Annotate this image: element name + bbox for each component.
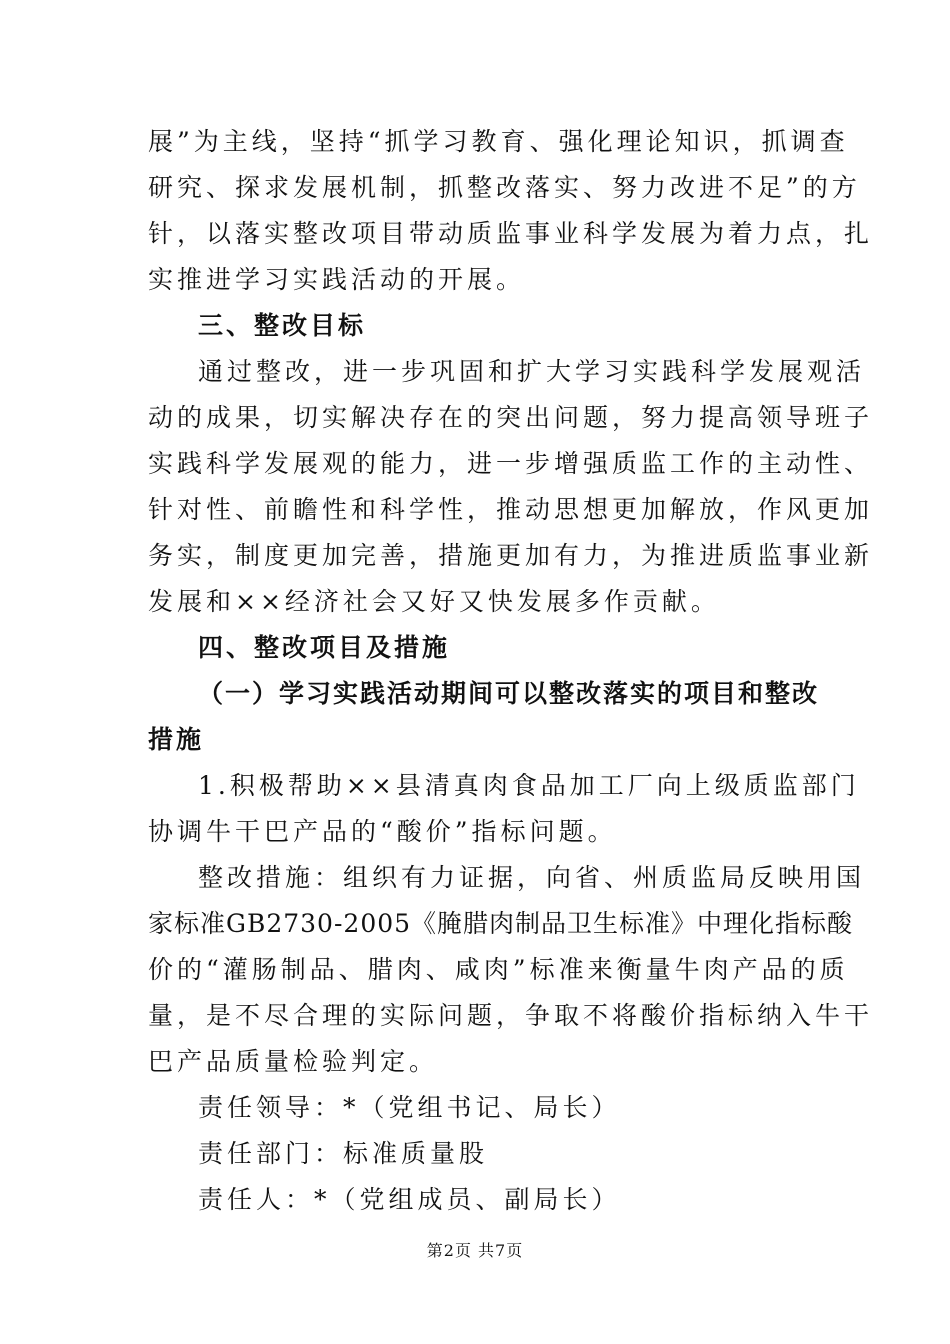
responsible-department: 责任部门：标准质量股 <box>198 1139 489 1168</box>
paragraph-line: 针，以落实整改项目带动质监事业科学发展为着力点，扎 <box>148 219 874 248</box>
measures-line: 整改措施：组织有力证据，向省、州质监局反映用国 <box>198 863 866 892</box>
responsible-leader: 责任领导：*（党组书记、局长） <box>198 1093 621 1122</box>
paragraph-line: 针对性、前瞻性和科学性，推动思想更加解放，作风更加 <box>148 495 874 524</box>
measures-line: 量，是不尽合理的实际问题，争取不将酸价指标纳入牛干 <box>148 1001 874 1030</box>
paragraph-line: 研究、探求发展机制，抓整改落实、努力改进不足”的方 <box>148 173 861 202</box>
page-number-footer: 第2页 共7页 <box>426 1241 524 1260</box>
responsible-person: 责任人：*（党组成员、副局长） <box>198 1185 621 1214</box>
measures-line: 家标准GB2730-2005《腌腊肉制品卫生标准》中理化指标酸 <box>148 909 854 938</box>
paragraph-line: 发展和××经济社会又好又快发展多作贡献。 <box>148 587 720 616</box>
paragraph-line: 动的成果，切实解决存在的突出问题，努力提高领导班子 <box>148 403 874 432</box>
item-line: 1.积极帮助××县清真肉食品加工厂向上级质监部门 <box>198 771 860 800</box>
paragraph-line: 展”为主线，坚持“抓学习教育、强化理论知识，抓调查 <box>148 127 849 156</box>
paragraph-line: 通过整改，进一步巩固和扩大学习实践科学发展观活 <box>198 357 866 386</box>
item-line: 协调牛干巴产品的“酸价”指标问题。 <box>148 817 617 846</box>
paragraph-line: 实践科学发展观的能力，进一步增强质监工作的主动性、 <box>148 449 874 478</box>
subheading-line: 措施 <box>148 725 205 754</box>
measures-line: 巴产品质量检验判定。 <box>148 1047 439 1076</box>
subheading-line: （一）学习实践活动期间可以整改落实的项目和整改 <box>198 679 820 708</box>
paragraph-line: 实推进学习实践活动的开展。 <box>148 265 526 294</box>
paragraph-line: 务实，制度更加完善，措施更加有力，为推进质监事业新 <box>148 541 874 570</box>
section-heading-goals: 三、整改目标 <box>198 311 367 340</box>
measures-line: 价的“灌肠制品、腊肉、咸肉”标准来衡量牛肉产品的质 <box>148 955 849 984</box>
section-heading-projects: 四、整改项目及措施 <box>198 633 451 662</box>
